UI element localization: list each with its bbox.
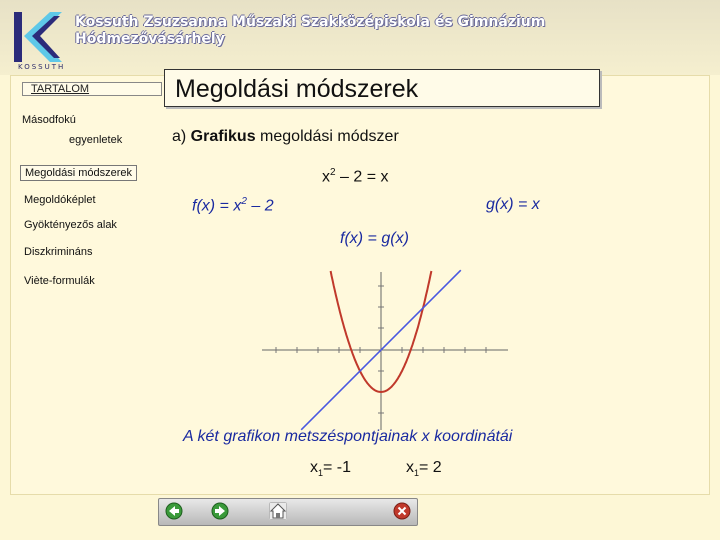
x2-result [406, 459, 442, 478]
f-definition [192, 196, 274, 215]
sidebar-item-egyenletek[interactable]: egyenletek [69, 134, 123, 146]
subtitle [172, 128, 399, 146]
slide-title: Megoldási módszerek [164, 69, 600, 107]
f-exp: 2 [241, 196, 247, 207]
equation-rest: – 2 = x [335, 168, 389, 186]
navigation-bar [158, 498, 418, 526]
x2-sub: 1 [414, 468, 420, 479]
f-label: f(x) = x [192, 197, 242, 215]
equation-lhs: x [322, 168, 330, 186]
fg-equation: f(x) = g(x) [340, 230, 409, 247]
sidebar-item-viete-formulak[interactable]: Viète-formulák [24, 275, 95, 287]
sidebar-item-masodfoku[interactable]: Másodfokú [22, 114, 76, 126]
close-icon[interactable] [393, 502, 411, 520]
function-graph [256, 268, 512, 433]
school-name-line1: Kossuth Zsuzsanna Műszaki Szakközépiskola és Gimnázium [75, 14, 546, 30]
sidebar [14, 78, 154, 488]
sidebar-item-gyoktenyezos-alak[interactable]: Gyöktényezős alak [24, 219, 117, 231]
logo-caption: KOSSUTH [18, 63, 66, 71]
x2-base: x [406, 459, 414, 476]
equation-exp: 2 [330, 167, 336, 178]
subtitle-bold: Grafikus [190, 128, 256, 145]
intersection-text: A két grafikon metszéspontjainak x koordinátái [183, 428, 513, 445]
sidebar-item-megoldasi-modszerek[interactable]: Megoldási módszerek [20, 165, 137, 181]
arrow-right-icon[interactable] [211, 502, 229, 520]
subtitle-prefix: a) [172, 128, 191, 145]
equation [322, 167, 388, 186]
header [0, 0, 720, 75]
x1-value: = -1 [323, 459, 352, 476]
f-rest: – 2 [246, 197, 274, 215]
x1-base: x [310, 459, 318, 476]
sidebar-item-diszkriminans[interactable]: Diszkrimináns [24, 246, 93, 258]
x1-result [310, 459, 351, 478]
subtitle-rest: megoldási módszer [255, 128, 399, 145]
home-icon[interactable] [269, 502, 287, 520]
school-name [75, 14, 545, 48]
arrow-left-icon[interactable] [165, 502, 183, 520]
g-definition: g(x) = x [486, 196, 540, 213]
sidebar-item-megoldokeplet[interactable]: Megoldóképlet [24, 194, 96, 206]
school-name-line2: Hódmezővásárhely [75, 31, 225, 47]
x1-sub: 1 [318, 468, 324, 479]
x2-value: = 2 [419, 459, 442, 476]
toc-link[interactable]: TARTALOM [22, 82, 162, 96]
